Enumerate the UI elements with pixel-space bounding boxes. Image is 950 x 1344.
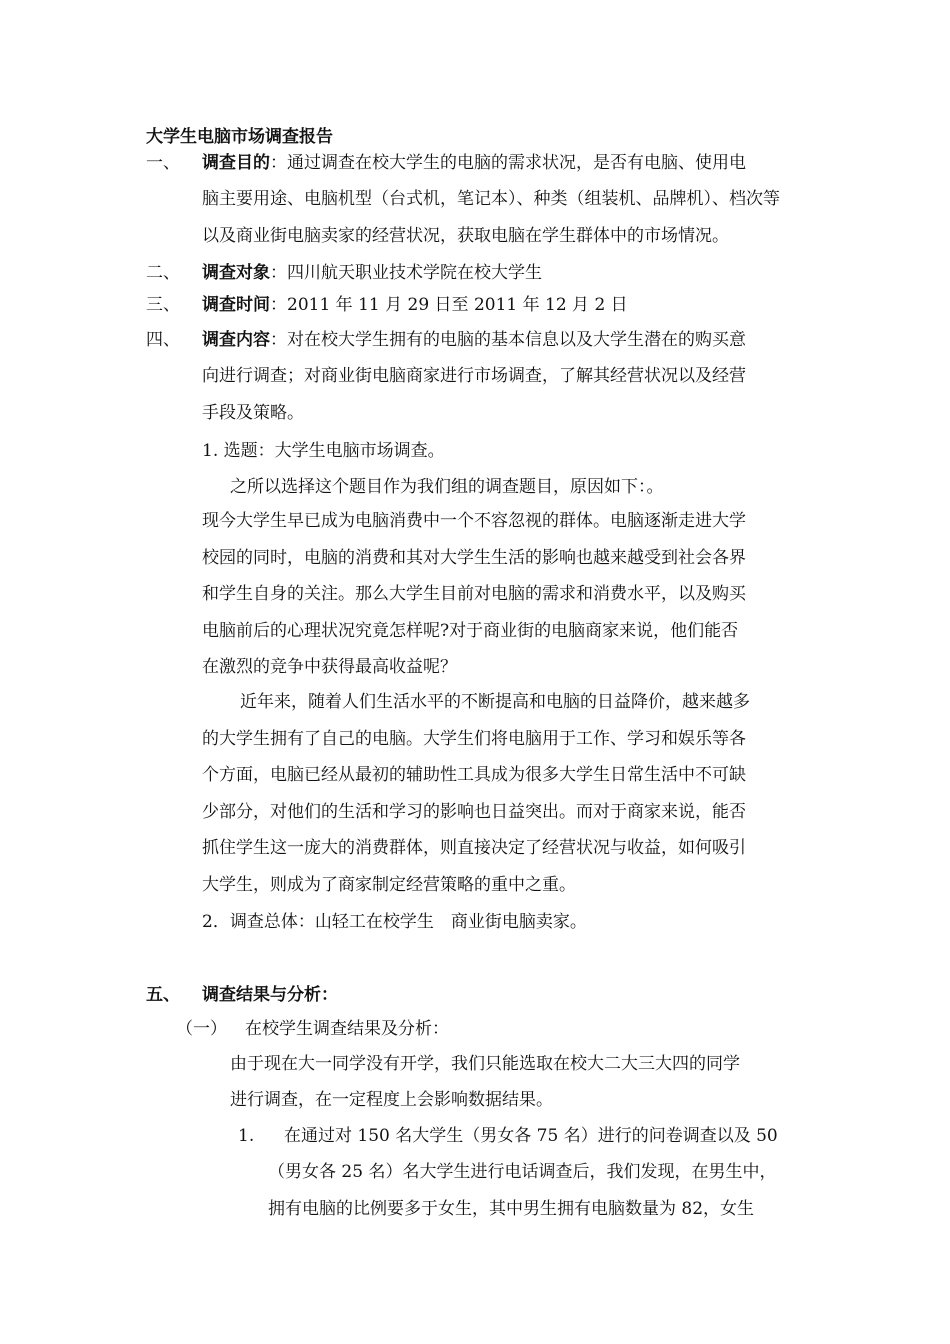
point-1-number: 1. xyxy=(238,1126,255,1146)
section-2-number: 二、 xyxy=(146,263,180,283)
section-4-reason: 之所以选择这个题目作为我们组的调查题目，原因如下：。 xyxy=(230,477,664,497)
para1-line-2: 校园的同时，电脑的消费和其对大学生生活的影响也越来越受到社会各界 xyxy=(202,548,746,568)
section-2-text: ：四川航天职业技术学院在校大学生 xyxy=(270,263,542,283)
para2-line-1: 近年来，随着人们生活水平的不断提高和电脑的日益降价，越来越多 xyxy=(240,692,750,712)
para1-line-4: 电脑前后的心理状况究竟怎样呢?对于商业街的电脑商家来说，他们能否 xyxy=(202,621,739,641)
point-1-line-3: 拥有电脑的比例要多于女生，其中男生拥有电脑数量为 82，女生 xyxy=(268,1199,755,1219)
section-2-label: 调查对象 xyxy=(202,263,270,283)
section-2-line xyxy=(202,262,542,284)
para1-line-1: 现今大学生早已成为电脑消费中一个不容忽视的群体。电脑逐渐走进大学 xyxy=(202,511,746,531)
subsection-1-label: 在校学生调查结果及分析： xyxy=(245,1019,449,1039)
point-1-line-1: 在通过对 150 名大学生（男女各 75 名）进行的问卷调查以及 50 xyxy=(284,1126,778,1146)
section-4-line-3: 手段及策略。 xyxy=(202,403,304,423)
section-1-text-1: ：通过调查在校大学生的电脑的需求状况，是否有电脑、使用电 xyxy=(270,153,746,173)
para2-line-6: 大学生，则成为了商家制定经营策略的重中之重。 xyxy=(202,875,576,895)
section-3-line xyxy=(202,294,628,316)
para2-line-2: 的大学生拥有了自己的电脑。大学生们将电脑用于工作、学习和娱乐等各 xyxy=(202,729,746,749)
section-3-text: ：2011 年 11 月 29 日至 2011 年 12 月 2 日 xyxy=(270,295,628,315)
para2-line-5: 抓住学生这一庞大的消费群体，则直接决定了经营状况与收益，如何吸引 xyxy=(202,838,746,858)
section-1-line-1 xyxy=(202,152,746,174)
section-5-number: 五、 xyxy=(146,985,180,1005)
section-5-label: 调查结果与分析： xyxy=(202,985,338,1005)
section-4-label: 调查内容 xyxy=(202,330,270,350)
document-title: 大学生电脑市场调查报告 xyxy=(146,127,333,147)
section-1-number: 一、 xyxy=(146,153,180,173)
para1-line-5: 在激烈的竞争中获得最高收益呢？ xyxy=(202,657,457,677)
section-3-label: 调查时间 xyxy=(202,295,270,315)
para2-line-4: 少部分，对他们的生活和学习的影响也日益突出。而对于商家来说，能否 xyxy=(202,802,746,822)
section-4-line-1 xyxy=(202,329,746,351)
para1-line-3: 和学生自身的关注。那么大学生目前对电脑的需求和消费水平，以及购买 xyxy=(202,584,746,604)
section-4-text-1: ：对在校大学生拥有的电脑的基本信息以及大学生潜在的购买意 xyxy=(270,330,746,350)
section-1-label: 调查目的 xyxy=(202,153,270,173)
section-3-number: 三、 xyxy=(146,295,180,315)
intro-line-1: 由于现在大一同学没有开学，我们只能选取在校大二大三大四的同学 xyxy=(230,1054,740,1074)
section-1-line-3: 以及商业街电脑卖家的经营状况，获取电脑在学生群体中的市场情况。 xyxy=(202,226,729,246)
section-1-line-2: 脑主要用途、电脑机型（台式机，笔记本）、种类（组装机、品牌机）、档次等 xyxy=(202,189,780,209)
para2-line-3: 个方面，电脑已经从最初的辅助性工具成为很多大学生日常生活中不可缺 xyxy=(202,765,746,785)
section-4-line-2: 向进行调查；对商业街电脑商家进行市场调查，了解其经营状况以及经营 xyxy=(202,366,746,386)
subsection-1-number: （一） xyxy=(176,1019,227,1039)
intro-line-2: 进行调查，在一定程度上会影响数据结果。 xyxy=(230,1090,553,1110)
point-1-line-2: （男女各 25 名）名大学生进行电话调查后，我们发现，在男生中， xyxy=(268,1162,777,1182)
section-4-item-1: 1. 选题：大学生电脑市场调查。 xyxy=(202,441,445,461)
section-4-number: 四、 xyxy=(146,330,180,350)
section-4-item-2: 2．调查总体：山轻工在校学生 商业街电脑卖家。 xyxy=(202,912,587,932)
